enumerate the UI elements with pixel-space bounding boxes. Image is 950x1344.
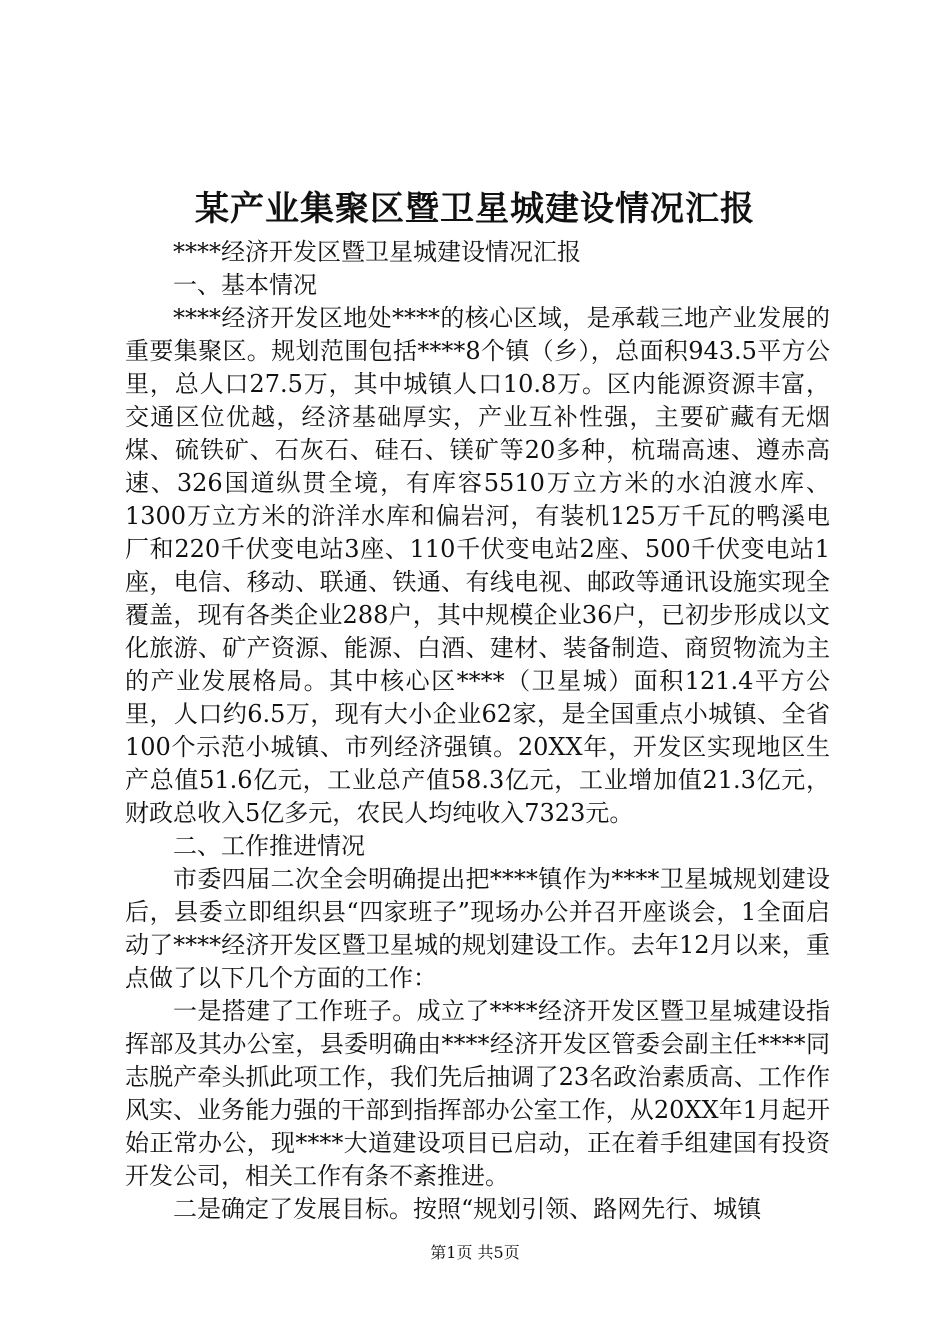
body-paragraph: 一是搭建了工作班子。成立了****经济开发区暨卫星城建设指挥部及其办公室，县委明确由****经济开发区管委会副主任****同志脱产牵头抓此项工作，我们先后抽调了23名政治素质高、工作作风实、业务能力强的干部到指挥部办公室工作，从20XX年1月起开始正常办公，现****大道建设项目已启动，正在着手组建国有投资开发公司，相关工作有条不紊推进。 <box>125 997 830 1190</box>
document-title: 某产业集聚区暨卫星城建设情况汇报 <box>195 189 755 229</box>
body-paragraph: 市委四届二次全会明确提出把****镇作为****卫星城规划建设后，县委立即组织县“四家班子”现场办公并召开座谈会，1全面启动了****经济开发区暨卫星城的规划建设工作。去年12月以来，重点做了以下几个方面的工作： <box>125 865 830 992</box>
body-paragraph: 二是确定了发展目标。按照“规划引领、路网先行、城镇 <box>173 1195 762 1223</box>
subtitle-paragraph: ****经济开发区暨卫星城建设情况汇报 <box>173 238 581 266</box>
page-footer: 第1页 共5页 <box>430 1243 520 1262</box>
document-body <box>125 236 830 1226</box>
section-heading-work-progress: 二、工作推进情况 <box>173 832 365 860</box>
body-paragraph: ****经济开发区地处****的核心区域，是承载三地产业发展的重要集聚区。规划范围包括****8个镇（乡），总面积943.5平方公里，总人口27.5万，其中城镇人口10.8万。区内能源资源丰富，交通区位优越，经济基础厚实，产业互补性强，主要矿藏有无烟煤、硫铁矿、石灰石、硅石、镁矿等20多种，杭瑞高速、遵赤高速、326国道纵贯全境，有库容5510万立方米的水泊渡水库、1300万立方米的浒洋水库和偏岩河，有装机125万千瓦的鸭溪电厂和220千伏变电站3座、110千伏变电站2座、500千伏变电站1座，电信、移动、联通、铁通、有线电视、邮政等通讯设施实现全覆盖，现有各类企业288户，其中规模企业36户，已初步形成以文化旅游、矿产资源、能源、白酒、建材、装备制造、商贸物流为主的产业发展格局。其中核心区****（卫星城）面积121.4平方公里，人口约6.5万，现有大小企业62家，是全国重点小城镇、全省100个示范小城镇、市列经济强镇。20XX年，开发区实现地区生产总值51.6亿元，工业总产值58.3亿元，工业增加值21.3亿元，财政总收入5亿多元，农民人均纯收入7323元。 <box>125 304 830 827</box>
section-heading-basic-situation: 一、基本情况 <box>173 271 317 299</box>
